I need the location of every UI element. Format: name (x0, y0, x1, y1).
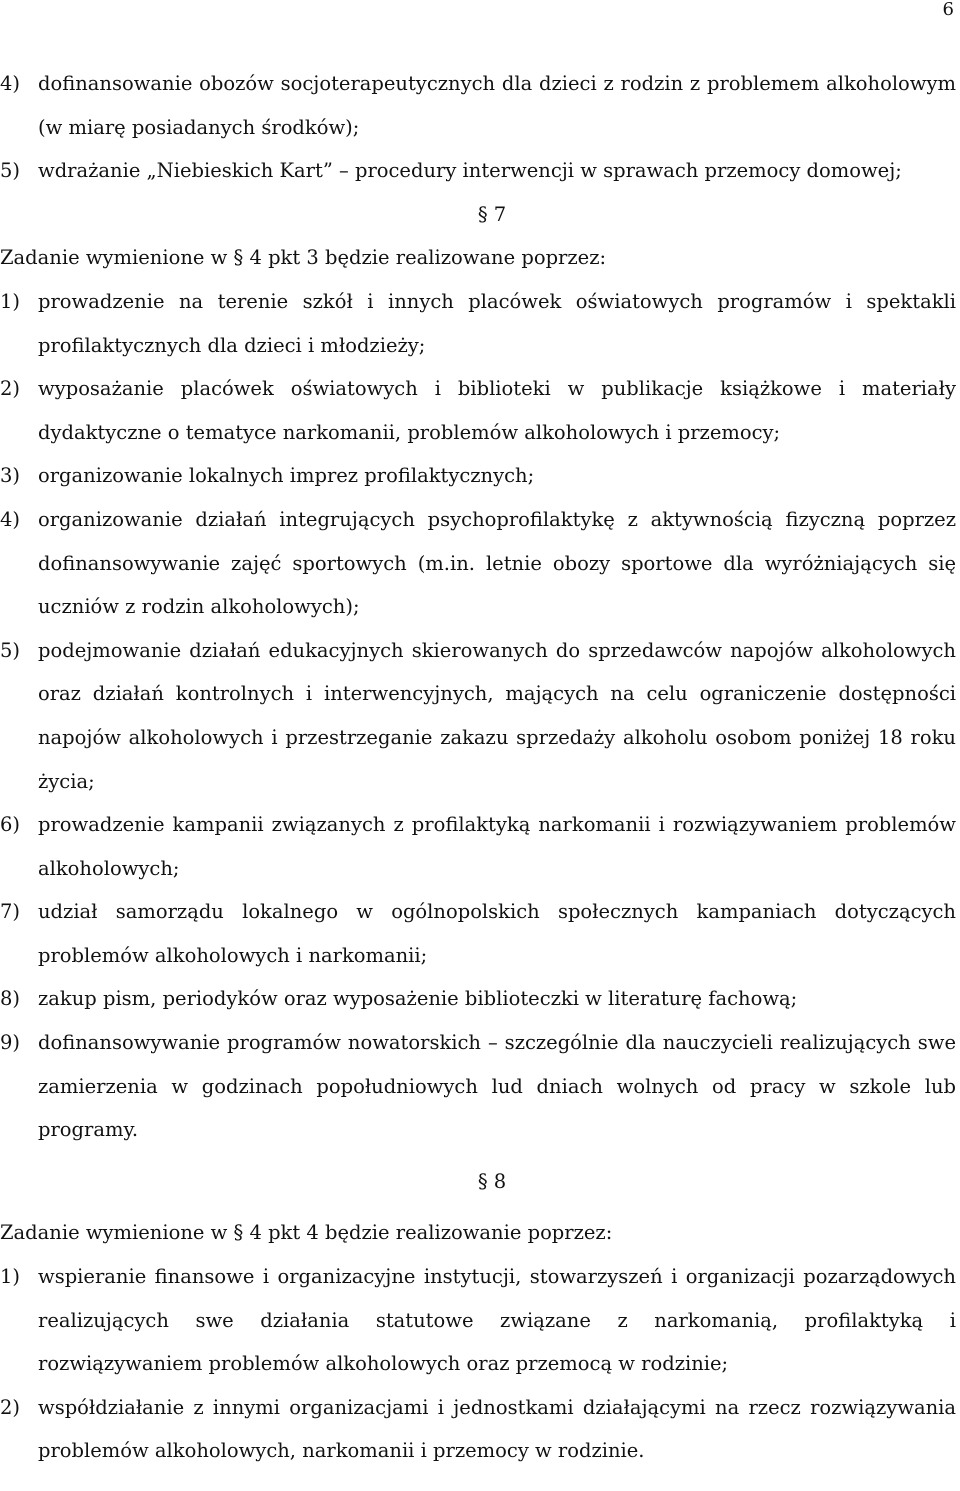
list-item-number: 7) (0, 900, 21, 924)
list-item-text: wspieranie finansowe i organizacyjne instytucji, stowarzyszeń i organizacji pozarządowych realizujących swe działania statutowe związane z narkomanią, profilaktyką i rozwiązywaniem problemów alkoholowych oraz przemocą w rodzinie; (38, 1265, 956, 1376)
list-item (0, 62, 956, 149)
list-item (0, 977, 956, 1021)
list-item-text: prowadzenie kampanii związanych z profilaktyką narkomanii i rozwiązywaniem problemów alkoholowych; (38, 813, 956, 880)
list-item-text: organizowanie działań integrujących psychoprofilaktykę z aktywnością fizyczną poprzez dofinansowywanie zajęć sportowych (m.in. letnie obozy sportowe dla wyróżniających się uczniów z rodzin alkoholowych); (38, 507, 956, 619)
list-item-text: współdziałanie z innymi organizacjami i jednostkami działającymi na rzecz rozwiązywania problemów alkoholowych, narkomanii i przemocy w rodzinie. (38, 1395, 956, 1463)
list-item-number: 8) (0, 987, 21, 1011)
list-item (0, 629, 956, 803)
list-item-number: 5) (0, 638, 21, 662)
list-item-number: 6) (0, 813, 21, 837)
document-body (0, 62, 956, 1473)
list-item-text: organizowanie lokalnych imprez profilaktycznych; (38, 464, 535, 488)
list-item-number: 4) (0, 72, 21, 95)
list-item-number: 5) (0, 159, 21, 183)
section-7-intro: Zadanie wymienione w § 4 pkt 3 będzie realizowane poprzez: (0, 246, 607, 270)
list-item-text: podejmowanie działań edukacyjnych skierowanych do sprzedawców napojów alkoholowych oraz działań kontrolnych i interwencyjnych, mających na celu ograniczenie dostępności napojów alkoholowych i przestrzeganie zakazu sprzedaży alkoholu osobom poniżej 18 roku życia; (38, 638, 956, 793)
list-item (0, 1386, 956, 1473)
list-item-number: 4) (0, 507, 21, 531)
list-item-number: 2) (0, 1395, 21, 1419)
page-number: 6 (942, 0, 954, 20)
list-item-text: zakup pism, periodyków oraz wyposażenie biblioteczki w literaturę fachową; (38, 987, 798, 1011)
list-item (0, 498, 956, 629)
section-7-heading: § 7 (477, 202, 507, 226)
list-item-text: dofinansowywanie programów nowatorskich – szczególnie dla nauczycieli realizujących swe zamierzenia w godzinach popołudniowych lud dniach wolnych od pracy w szkole lub programy. (38, 1031, 956, 1142)
section-8-intro: Zadanie wymienione w § 4 pkt 4 będzie realizowanie poprzez: (0, 1221, 613, 1245)
list-item (0, 890, 956, 977)
list-item (0, 454, 956, 498)
list-item (0, 149, 956, 193)
list-item-text: dofinansowanie obozów socjoterapeutycznych dla dzieci z rodzin z problemem alkoholowym (w miarę posiadanych środków); (38, 72, 956, 139)
list-item-number: 1) (0, 289, 21, 313)
list-item-text: udział samorządu lokalnego w ogólnopolskich społecznych kampaniach dotyczących problemów alkoholowych i narkomanii; (38, 900, 956, 967)
list-item-text: wyposażanie placówek oświatowych i biblioteki w publikacje książkowe i materiały dydaktyczne o tematyce narkomanii, problemów alkoholowych i przemocy; (38, 377, 956, 444)
list-item (0, 367, 956, 454)
list-item (0, 803, 956, 890)
list-item-number: 9) (0, 1031, 21, 1055)
list-item-number: 3) (0, 464, 21, 488)
section-8-heading: § 8 (477, 1169, 507, 1193)
list-item-number: 1) (0, 1265, 21, 1289)
list-item-text: wdrażanie „Niebieskich Kart” – procedury interwencji w sprawach przemocy domowej; (38, 159, 902, 183)
list-item (0, 1255, 956, 1386)
list-item (0, 280, 956, 367)
list-item-text: prowadzenie na terenie szkół i innych placówek oświatowych programów i spektakli profilaktycznych dla dzieci i młodzieży; (38, 289, 956, 357)
list-item-number: 2) (0, 377, 21, 401)
list-item (0, 1021, 956, 1152)
